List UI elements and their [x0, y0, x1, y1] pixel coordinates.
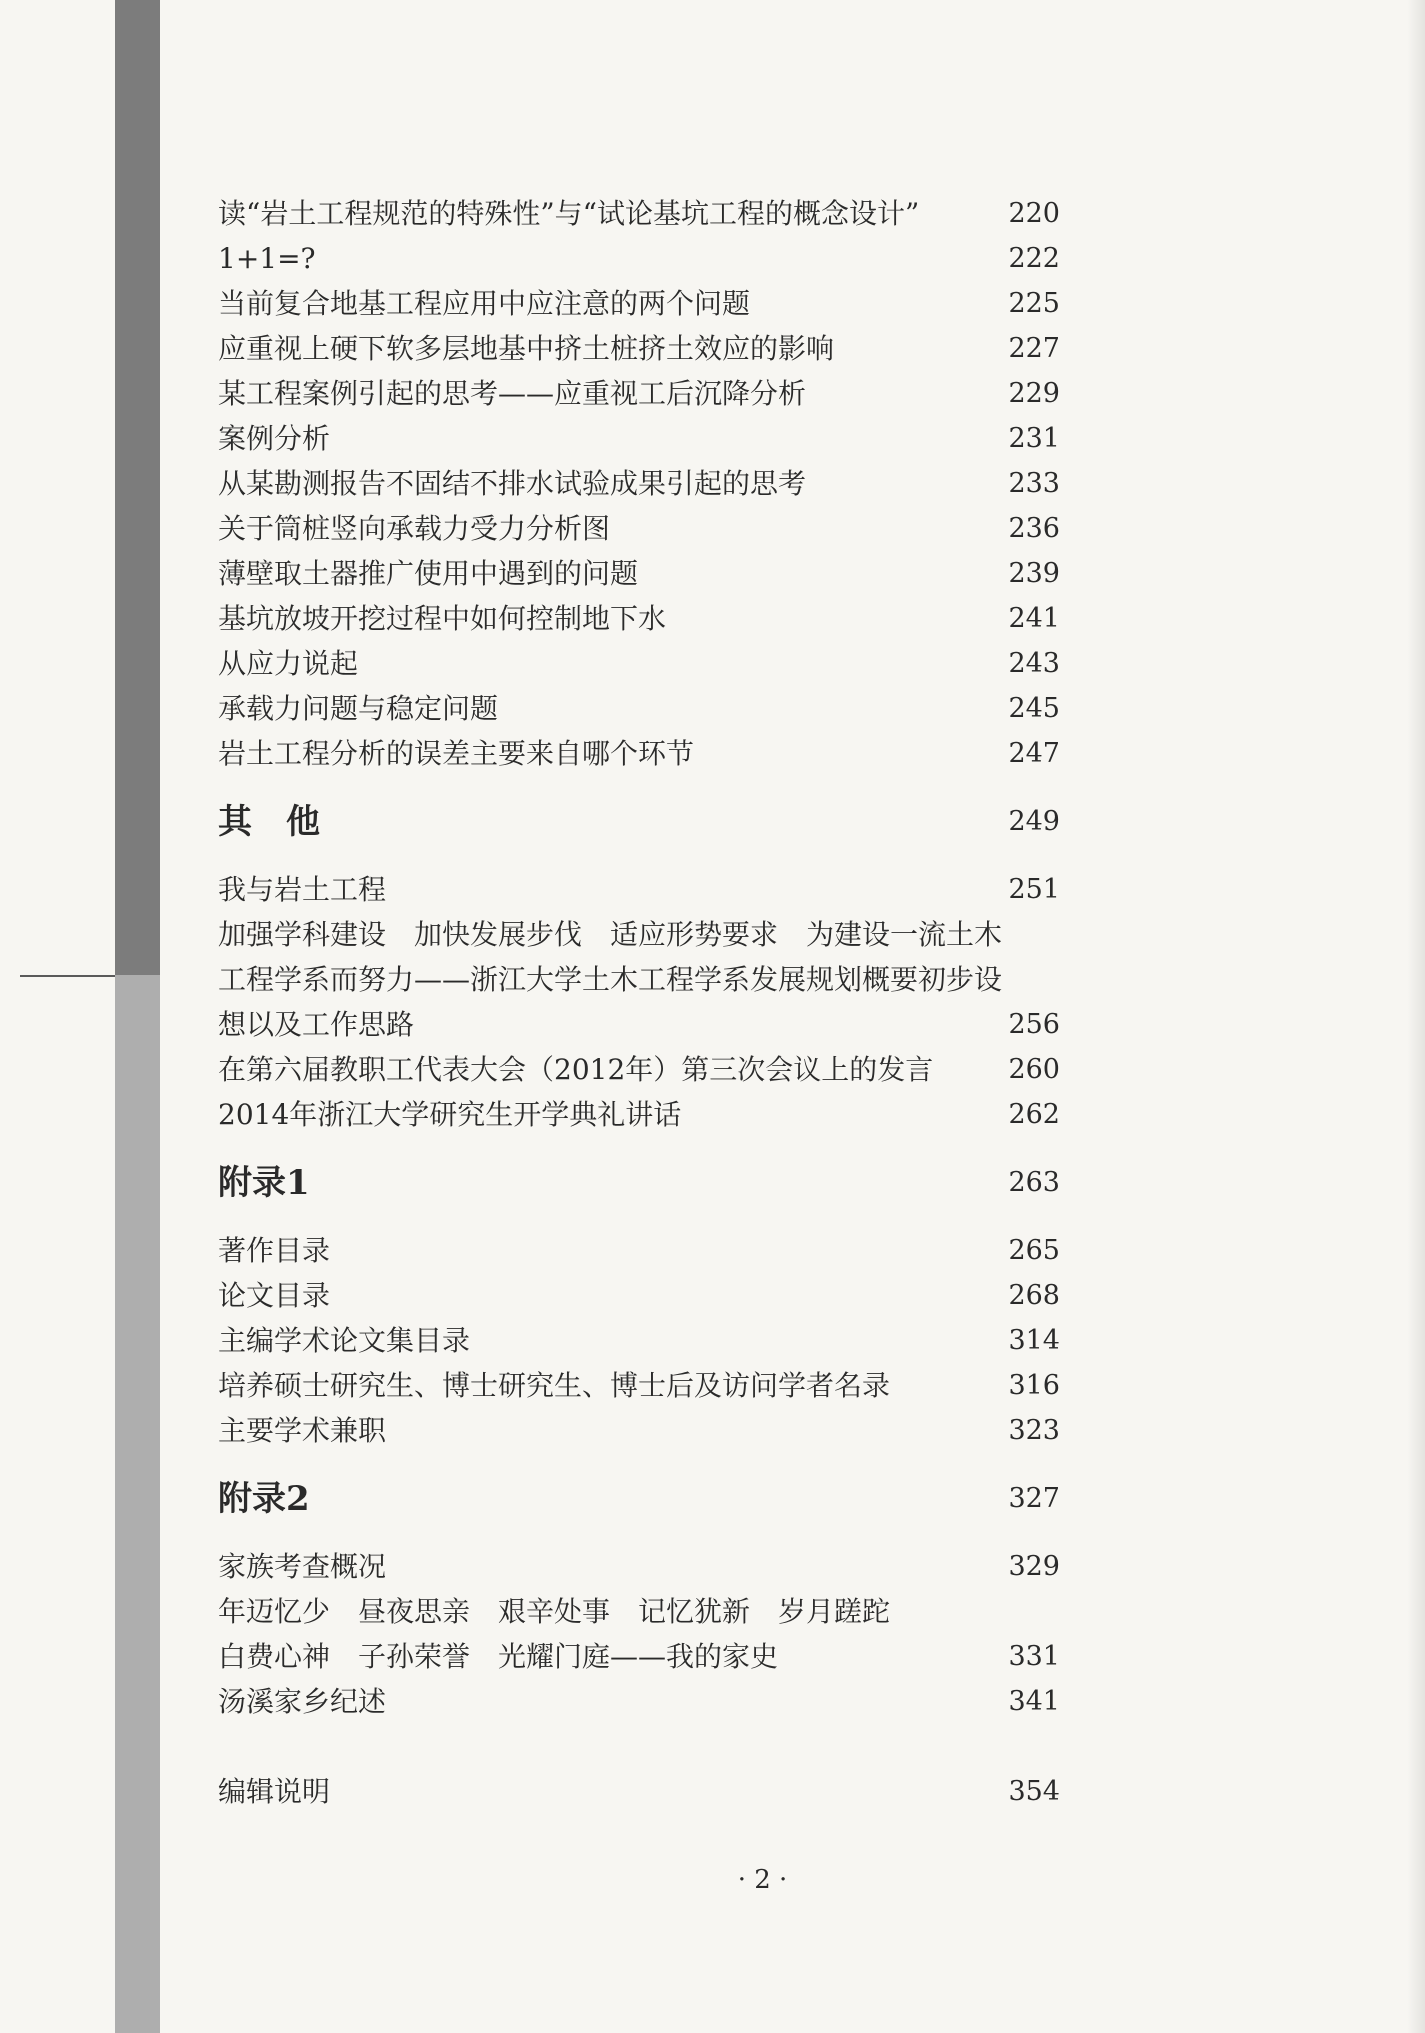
toc-entry	[218, 192, 1060, 236]
toc-entry-title: 基坑放坡开挖过程中如何控制地下水	[218, 602, 667, 635]
toc-entry	[218, 868, 1060, 912]
toc-entry-page: 265	[1008, 1235, 1060, 1266]
toc-entry-page: 220	[1008, 198, 1060, 229]
toc-entry-page: 262	[1008, 1099, 1060, 1130]
toc-entry-page: 229	[1008, 378, 1060, 409]
toc-entry-title: 工程学系而努力——浙江大学土木工程学系发展规划概要初步设	[218, 963, 1003, 996]
toc-entry-title: 年迈忆少 昼夜思亲 艰辛处事 记忆犹新 岁月蹉跎	[218, 1595, 891, 1628]
toc-entry	[218, 958, 1060, 1002]
toc-entry-page: 331	[1008, 1641, 1060, 1672]
toc-entry-page: 222	[1008, 243, 1060, 274]
toc-entry	[218, 417, 1060, 461]
toc-entry	[218, 913, 1060, 957]
toc-entry-title: 某工程案例引起的思考——应重视工后沉降分析	[218, 377, 807, 410]
section-title: 附录1	[218, 1163, 310, 1203]
toc-entry-title: 我与岩土工程	[218, 873, 387, 906]
toc-entry-page: 239	[1008, 558, 1060, 589]
toc-section-heading	[218, 1477, 1060, 1521]
toc-entry-title: 当前复合地基工程应用中应注意的两个问题	[218, 287, 751, 320]
toc-entry-title: 岩土工程分析的误差主要来自哪个环节	[218, 737, 695, 770]
toc-entry-title: 白费心神 子孙荣誉 光耀门庭——我的家史	[218, 1640, 779, 1673]
toc-entry	[218, 1409, 1060, 1453]
section-title: 附录2	[218, 1479, 310, 1519]
toc-entry	[218, 1635, 1060, 1679]
toc-entry-page: 241	[1008, 603, 1060, 634]
toc-entry-title: 培养硕士研究生、博士研究生、博士后及访问学者名录	[218, 1369, 891, 1402]
toc-entry-title: 承载力问题与稳定问题	[218, 692, 499, 725]
toc-entry-title: 汤溪家乡纪述	[218, 1685, 387, 1718]
table-of-contents	[218, 0, 1060, 2033]
margin-rule	[20, 975, 115, 977]
toc-entry	[218, 642, 1060, 686]
toc-entry	[218, 1545, 1060, 1589]
toc-entry-title: 应重视上硬下软多层地基中挤土桩挤土效应的影响	[218, 332, 835, 365]
toc-entry-page: 227	[1008, 333, 1060, 364]
section-page: 263	[1008, 1167, 1060, 1198]
toc-entry-page: 251	[1008, 874, 1060, 905]
toc-entry-title: 编辑说明	[218, 1775, 331, 1808]
toc-entry-page: 245	[1008, 693, 1060, 724]
toc-entry	[218, 1319, 1060, 1363]
toc-entry-page: 225	[1008, 288, 1060, 319]
section-page: 249	[1008, 806, 1060, 837]
toc-entry-title: 2014年浙江大学研究生开学典礼讲话	[218, 1098, 682, 1131]
toc-entry	[218, 1093, 1060, 1137]
page-number-footer: · 2 ·	[737, 1865, 788, 1895]
toc-entry-page: 329	[1008, 1551, 1060, 1582]
toc-entry-title: 关于筒桩竖向承载力受力分析图	[218, 512, 611, 545]
toc-entry	[218, 687, 1060, 731]
toc-entry	[218, 507, 1060, 551]
toc-entry-page: 243	[1008, 648, 1060, 679]
toc-entry	[218, 1770, 1060, 1814]
toc-entry-title: 案例分析	[218, 422, 331, 455]
toc-entry-page: 354	[1008, 1776, 1060, 1807]
toc-entry-title: 1+1=?	[218, 242, 316, 275]
toc-entry-page: 256	[1008, 1009, 1060, 1040]
toc-entry	[218, 1274, 1060, 1318]
toc-entry	[218, 462, 1060, 506]
toc-entry-page: 247	[1008, 738, 1060, 769]
toc-section-heading	[218, 800, 1060, 844]
toc-entry	[218, 1590, 1060, 1634]
toc-entry-title: 家族考查概况	[218, 1550, 387, 1583]
toc-entry	[218, 1229, 1060, 1273]
toc-entry-page: 233	[1008, 468, 1060, 499]
toc-entry-title: 想以及工作思路	[218, 1008, 415, 1041]
toc-entry	[218, 1680, 1060, 1724]
section-page: 327	[1008, 1483, 1060, 1514]
toc-entry	[218, 372, 1060, 416]
section-title: 其 他	[218, 802, 320, 842]
toc-entry-title: 从某勘测报告不固结不排水试验成果引起的思考	[218, 467, 807, 500]
toc-entry-page: 231	[1008, 423, 1060, 454]
toc-entry	[218, 1364, 1060, 1408]
toc-entry-title: 主编学术论文集目录	[218, 1324, 471, 1357]
toc-entry-page: 260	[1008, 1054, 1060, 1085]
toc-entry	[218, 1003, 1060, 1047]
toc-entry-title: 薄壁取土器推广使用中遇到的问题	[218, 557, 639, 590]
toc-entry	[218, 597, 1060, 641]
toc-entry-title: 著作目录	[218, 1234, 331, 1267]
toc-entry-page: 314	[1008, 1325, 1060, 1356]
toc-entry-title: 论文目录	[218, 1279, 331, 1312]
toc-entry-page: 323	[1008, 1415, 1060, 1446]
toc-entry	[218, 282, 1060, 326]
toc-entry-page: 341	[1008, 1686, 1060, 1717]
toc-entry	[218, 237, 1060, 281]
toc-entry	[218, 552, 1060, 596]
toc-entry-title: 加强学科建设 加快发展步伐 适应形势要求 为建设一流土木	[218, 918, 1003, 951]
toc-entry-title: 主要学术兼职	[218, 1414, 387, 1447]
toc-entry-page: 236	[1008, 513, 1060, 544]
binding-shadow-dark	[115, 0, 160, 975]
toc-entry-title: 在第六届教职工代表大会（2012年）第三次会议上的发言	[218, 1053, 934, 1086]
toc-entry-page: 316	[1008, 1370, 1060, 1401]
toc-entry	[218, 327, 1060, 371]
toc-section-heading	[218, 1161, 1060, 1205]
toc-entry	[218, 732, 1060, 776]
page-edge-shadow	[1407, 0, 1425, 2033]
toc-entry-title: 读“岩土工程规范的特殊性”与“试论基坑工程的概念设计”	[218, 197, 920, 230]
toc-entry	[218, 1048, 1060, 1092]
toc-entry-page: 268	[1008, 1280, 1060, 1311]
toc-entry-title: 从应力说起	[218, 647, 359, 680]
